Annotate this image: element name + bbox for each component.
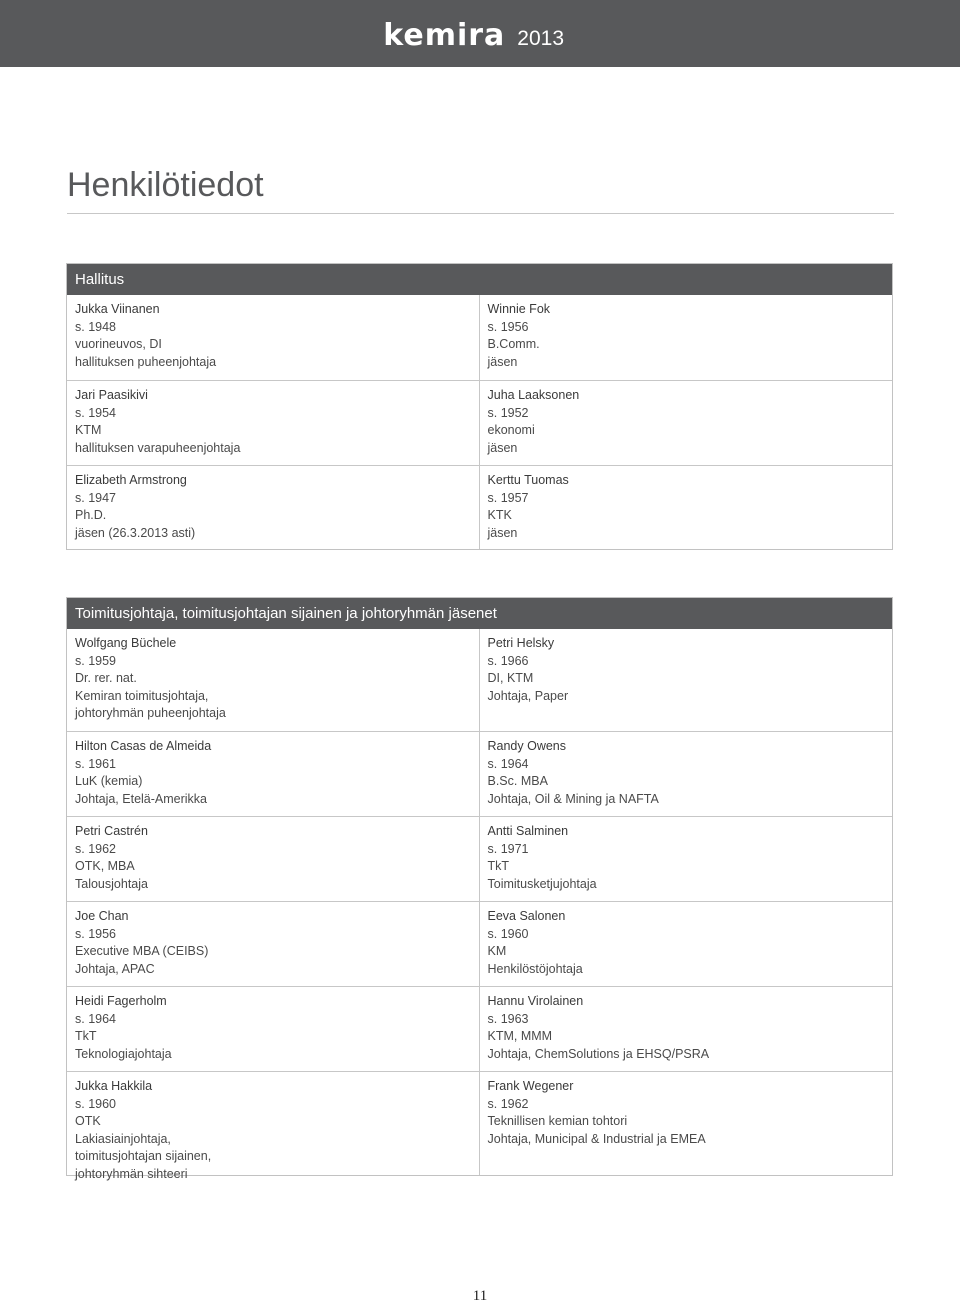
person-detail: LuK (kemia) — [75, 774, 143, 789]
person-detail: s. 1962 — [487, 1096, 529, 1111]
brand — [383, 18, 564, 53]
board-section — [66, 263, 893, 550]
person-detail: s. 1957 — [487, 490, 529, 505]
person-detail: Teknologiajohtaja — [75, 1046, 172, 1061]
person-detail: s. 1947 — [75, 490, 117, 505]
person-detail: B.Sc. MBA — [487, 774, 548, 789]
person-detail: OTK, MBA — [75, 859, 135, 874]
person-entry — [480, 465, 893, 549]
person-detail: jäsen — [487, 440, 518, 455]
person-detail: Johtaja, APAC — [75, 961, 155, 976]
person-detail: Johtaja, Oil & Mining ja NAFTA — [487, 791, 659, 806]
person-detail: KTK — [487, 508, 512, 523]
person-name: Petri Castrén — [75, 824, 148, 838]
person-entry — [480, 1071, 893, 1175]
person-detail: Teknillisen kemian tohtori — [487, 1114, 628, 1129]
person-entry — [480, 295, 893, 380]
management-grid — [67, 629, 892, 1181]
person-detail: s. 1956 — [75, 926, 117, 941]
person-entry — [67, 901, 480, 986]
person-entry — [67, 731, 480, 816]
person-detail: s. 1960 — [487, 926, 529, 941]
person-name: Jari Paasikivi — [75, 388, 148, 402]
board-grid — [67, 295, 892, 549]
person-detail: KTM — [75, 423, 102, 438]
person-detail: s. 1948 — [75, 319, 117, 334]
person-entry — [67, 465, 480, 549]
person-detail: s. 1964 — [75, 1011, 117, 1026]
person-name: Hannu Virolainen — [487, 994, 584, 1008]
person-name: Heidi Fagerholm — [75, 994, 167, 1008]
person-detail: Kemiran toimitusjohtaja, — [75, 688, 209, 703]
person-entry — [67, 816, 480, 901]
person-detail: KM — [487, 944, 507, 959]
person-detail: s. 1956 — [487, 319, 529, 334]
person-detail: s. 1961 — [75, 756, 117, 771]
person-name: Petri Helsky — [487, 636, 555, 650]
person-detail: Henkilöstöjohtaja — [487, 961, 583, 976]
person-name: Hilton Casas de Almeida — [75, 739, 212, 753]
person-name: Eeva Salonen — [487, 909, 566, 923]
person-detail: Ph.D. — [75, 508, 107, 523]
person-entry — [67, 380, 480, 465]
person-entry — [67, 986, 480, 1071]
person-detail: vuorineuvos, DI — [75, 337, 162, 352]
section-title: Toimitusjohtaja, toimitusjohtajan sijainen ja johtoryhmän jäsenet — [67, 598, 892, 629]
person-detail: B.Comm. — [487, 337, 540, 352]
person-detail: s. 1954 — [75, 405, 117, 420]
page-number: 11 — [472, 1288, 488, 1304]
person-entry — [480, 731, 893, 816]
page-header — [0, 0, 960, 67]
person-detail: DI, KTM — [487, 671, 534, 686]
person-entry — [480, 629, 893, 731]
person-detail: ekonomi — [487, 423, 535, 438]
person-entry — [480, 986, 893, 1071]
person-detail: jäsen — [487, 354, 518, 369]
person-name: Frank Wegener — [487, 1079, 574, 1093]
person-detail: Johtaja, ChemSolutions ja EHSQ/PSRA — [487, 1046, 710, 1061]
person-detail: s. 1964 — [487, 756, 529, 771]
person-detail: s. 1952 — [487, 405, 529, 420]
person-detail: Johtaja, Paper — [487, 688, 569, 703]
person-name: Kerttu Tuomas — [487, 473, 569, 487]
person-detail: s. 1963 — [487, 1011, 529, 1026]
kemira-logo: kemira — [383, 18, 506, 53]
person-name: Antti Salminen — [487, 824, 569, 838]
person-detail: Johtaja, Etelä-Amerikka — [75, 791, 208, 806]
person-entry — [480, 816, 893, 901]
person-detail: s. 1959 — [75, 653, 117, 668]
person-detail: s. 1971 — [487, 841, 529, 856]
person-detail: johtoryhmän puheenjohtaja — [75, 706, 226, 721]
person-entry — [67, 295, 480, 380]
person-detail: jäsen (26.3.2013 asti) — [75, 525, 196, 540]
person-detail: Johtaja, Municipal & Industrial ja EMEA — [487, 1131, 706, 1146]
person-detail: Dr. rer. nat. — [75, 671, 137, 686]
page-title: Henkilötiedot — [67, 166, 264, 204]
person-name: Juha Laaksonen — [487, 388, 580, 402]
person-entry — [67, 1071, 480, 1181]
person-name: Elizabeth Armstrong — [75, 473, 187, 487]
section-title: Hallitus — [67, 264, 892, 295]
person-name: Randy Owens — [487, 739, 567, 753]
person-name: Wolfgang Büchele — [75, 636, 177, 650]
person-name: Jukka Viinanen — [75, 302, 160, 316]
person-detail: TkT — [487, 859, 510, 874]
person-name: Winnie Fok — [487, 302, 551, 316]
report-year: 2013 — [517, 27, 564, 50]
management-section — [66, 597, 893, 1181]
person-detail: Lakiasiainjohtaja, — [75, 1131, 171, 1146]
person-detail: toimitusjohtajan sijainen, — [75, 1149, 212, 1164]
person-detail: hallituksen varapuheenjohtaja — [75, 440, 241, 455]
person-detail: s. 1962 — [75, 841, 117, 856]
person-detail: Talousjohtaja — [75, 876, 148, 891]
person-detail: Executive MBA (CEIBS) — [75, 944, 209, 959]
person-detail: s. 1966 — [487, 653, 529, 668]
title-divider — [67, 213, 894, 214]
person-detail: TkT — [75, 1029, 97, 1044]
person-detail: johtoryhmän sihteeri — [75, 1166, 188, 1181]
person-entry — [480, 901, 893, 986]
person-detail: Toimitusketjujohtaja — [487, 876, 597, 891]
person-detail: OTK — [75, 1114, 101, 1129]
person-name: Jukka Hakkila — [75, 1079, 153, 1093]
person-name: Joe Chan — [75, 909, 129, 923]
person-entry — [67, 629, 480, 731]
person-detail: s. 1960 — [75, 1096, 117, 1111]
person-detail: jäsen — [487, 525, 518, 540]
person-entry — [480, 380, 893, 465]
person-detail: hallituksen puheenjohtaja — [75, 354, 217, 369]
person-detail: KTM, MMM — [487, 1029, 553, 1044]
